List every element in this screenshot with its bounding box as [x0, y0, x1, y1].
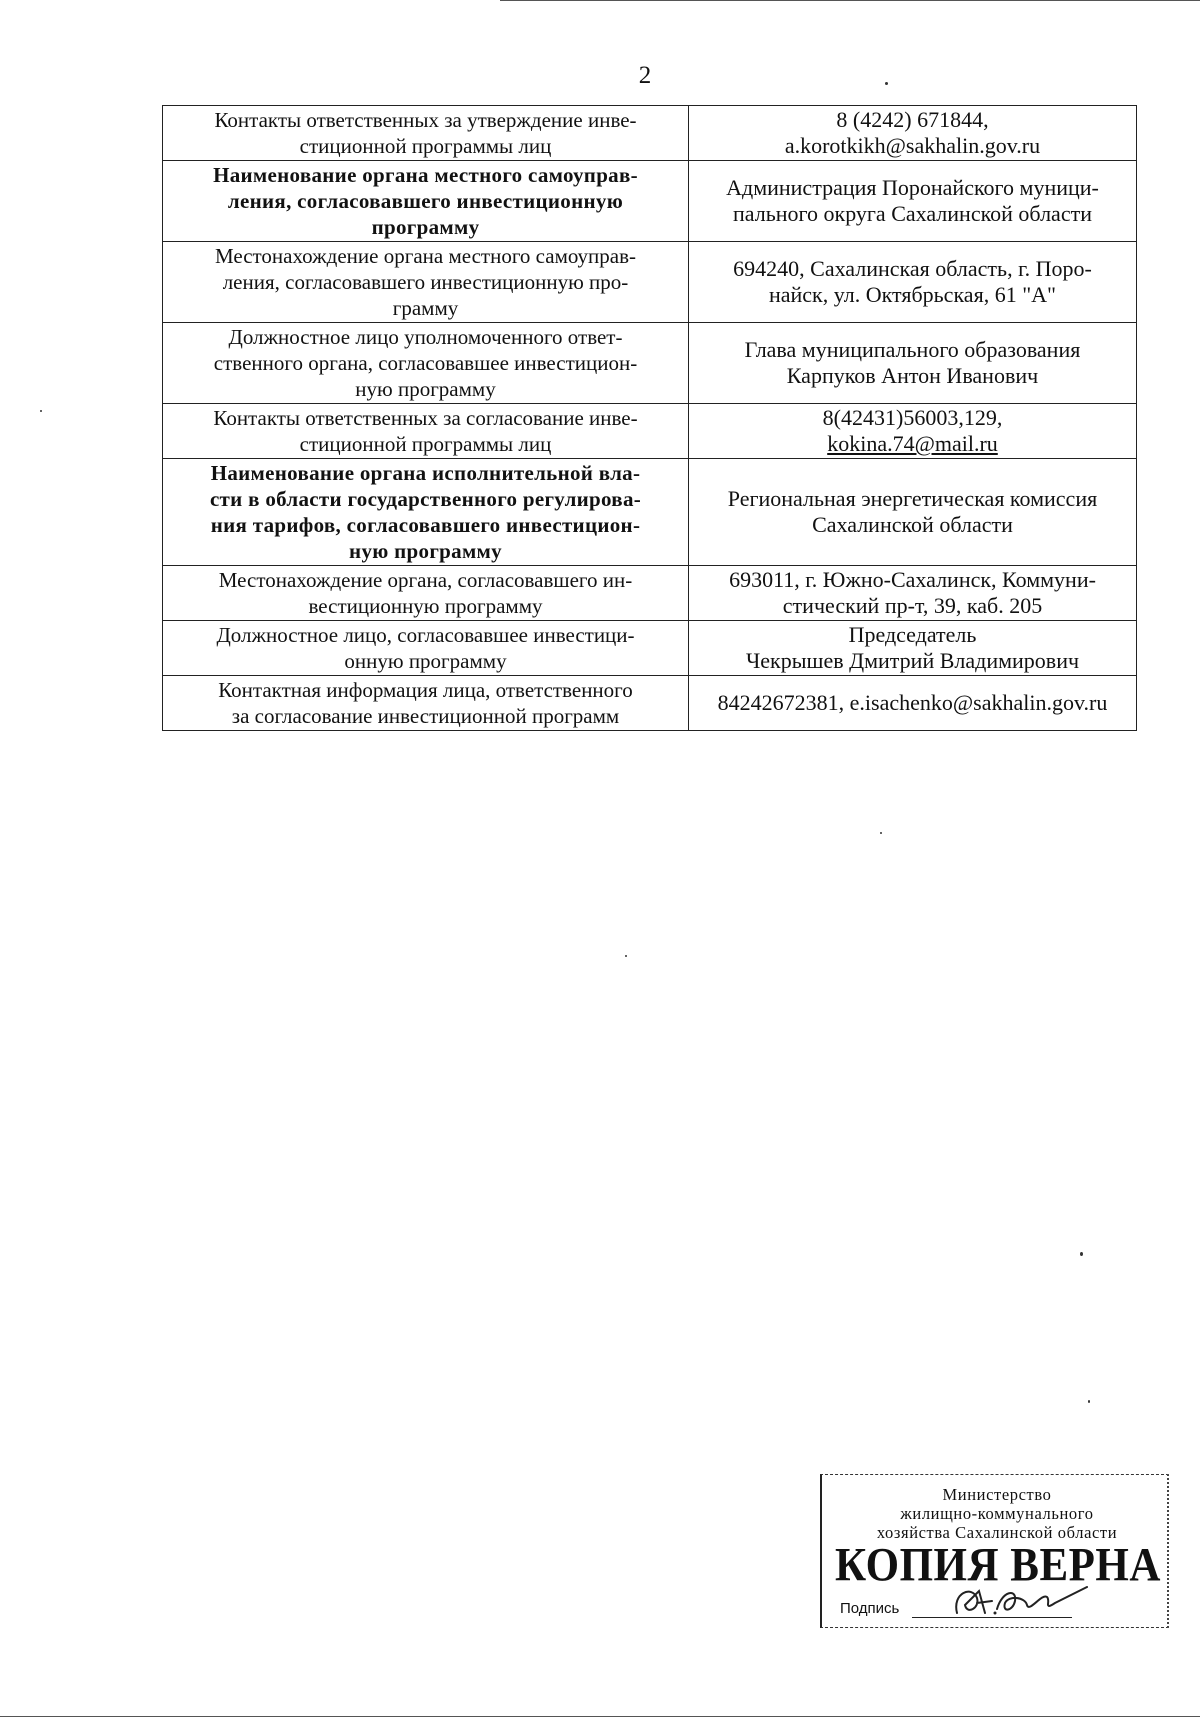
label-line: Контакты ответственных за утверждение инве-: [214, 108, 637, 132]
certified-copy-stamp: [820, 1474, 1169, 1628]
stamp-org-line: Министерство: [942, 1485, 1052, 1504]
table-row: [163, 566, 1137, 621]
value-line: a.korotkikh@sakhalin.gov.ru: [784, 133, 1041, 158]
value-line: kokina.74@mail.ru: [827, 431, 998, 456]
row-label: [163, 621, 689, 676]
value-line: найск, ул. Октябрьская, 61 "А": [768, 282, 1057, 307]
row-value: [689, 676, 1137, 731]
row-label: [163, 106, 689, 161]
label-line: Контактная информация лица, ответственного: [218, 678, 633, 702]
info-table: [162, 105, 1137, 731]
label-line: ную программу: [355, 377, 496, 401]
table-row: [163, 242, 1137, 323]
scan-speck: [1080, 1252, 1083, 1256]
row-value: [689, 459, 1137, 566]
label-line: онную программу: [344, 649, 507, 673]
scan-edge-bottom: [0, 1716, 1200, 1717]
label-line: грамму: [392, 296, 459, 320]
value-line: 8 (4242) 671844,: [836, 107, 989, 132]
label-line: Местонахождение органа местного самоуправ-: [214, 244, 637, 268]
table-row: [163, 323, 1137, 404]
label-line: Наименование органа исполнительной вла-: [210, 461, 641, 485]
value-line: 84242672381, e.isachenko@sakhalin.gov.ru: [717, 690, 1108, 715]
label-line: ную программу: [349, 539, 502, 563]
scan-speck: [625, 955, 627, 957]
value-line: 693011, г. Южно-Сахалинск, Коммуни-: [729, 567, 1096, 592]
scan-speck: [1088, 1400, 1090, 1403]
page-number: 2: [638, 62, 652, 89]
stamp-sign-label: Подпись: [840, 1600, 900, 1617]
table-row: [163, 161, 1137, 242]
row-value: [689, 566, 1137, 621]
stamp-title: КОПИЯ ВЕРНА: [835, 1539, 1161, 1592]
label-line: ления, согласовавшего инвестиционную: [227, 189, 624, 213]
value-line: Сахалинской области: [812, 512, 1013, 537]
row-value: [689, 242, 1137, 323]
handwritten-signature: [947, 1583, 1097, 1623]
row-label: [163, 161, 689, 242]
value-line: Председатель: [848, 622, 977, 647]
row-label: [163, 323, 689, 404]
value-line: Глава муниципального образования: [744, 337, 1081, 362]
label-line: стиционной программы лиц: [299, 134, 552, 158]
value-line: пального округа Сахалинской области: [733, 201, 1092, 226]
row-label: [163, 242, 689, 323]
value-line: Администрация Поронайского муници-: [726, 175, 1099, 200]
label-line: программу: [371, 215, 480, 239]
label-line: стиционной программы лиц: [299, 432, 552, 456]
label-line: ния тарифов, согласовавшего инвестицион-: [210, 513, 641, 537]
label-line: ственного органа, согласовавшее инвестицион-: [213, 351, 638, 375]
label-line: Должностное лицо, согласовавшее инвестици-: [216, 623, 635, 647]
row-label: [163, 676, 689, 731]
row-value: [689, 106, 1137, 161]
table-row: [163, 404, 1137, 459]
value-line: Карпуков Антон Иванович: [786, 363, 1039, 388]
row-value: [689, 404, 1137, 459]
stamp-organization: [832, 1485, 1162, 1542]
label-line: сти в области государственного регулирова-: [209, 487, 642, 511]
label-line: Контакты ответственных за согласование инве-: [213, 406, 638, 430]
label-line: за согласование инвестиционной программ: [231, 704, 620, 728]
row-label: [163, 566, 689, 621]
table-row: [163, 459, 1137, 566]
row-value: [689, 621, 1137, 676]
stamp-org-line: хозяйства Сахалинской области: [876, 1523, 1118, 1542]
value-line: Региональная энергетическая комиссия: [727, 486, 1098, 511]
scan-speck: [880, 832, 882, 834]
label-line: Наименование органа местного самоуправ-: [213, 163, 638, 187]
row-value: [689, 323, 1137, 404]
value-line: 8(42431)56003,129,: [822, 405, 1003, 430]
table-row: [163, 621, 1137, 676]
info-table-body: [163, 106, 1137, 731]
row-label: [163, 459, 689, 566]
scan-speck: [40, 410, 42, 412]
table-row: [163, 106, 1137, 161]
value-line: стический пр-т, 39, каб. 205: [782, 593, 1043, 618]
value-line: Чекрышев Дмитрий Владимирович: [745, 648, 1080, 673]
label-line: вестиционную программу: [308, 594, 543, 618]
label-line: Должностное лицо уполномоченного ответ-: [228, 325, 623, 349]
value-line: 694240, Сахалинская область, г. Поро-: [733, 256, 1092, 281]
row-value: [689, 161, 1137, 242]
table-row: [163, 676, 1137, 731]
label-line: ления, согласовавшего инвестиционную про-: [222, 270, 629, 294]
row-label: [163, 404, 689, 459]
stamp-org-line: жилищно-коммунального: [900, 1504, 1094, 1523]
scan-speck: [885, 82, 888, 85]
scan-edge-top: [500, 0, 1200, 1]
label-line: Местонахождение органа, согласовавшего ин-: [218, 568, 633, 592]
